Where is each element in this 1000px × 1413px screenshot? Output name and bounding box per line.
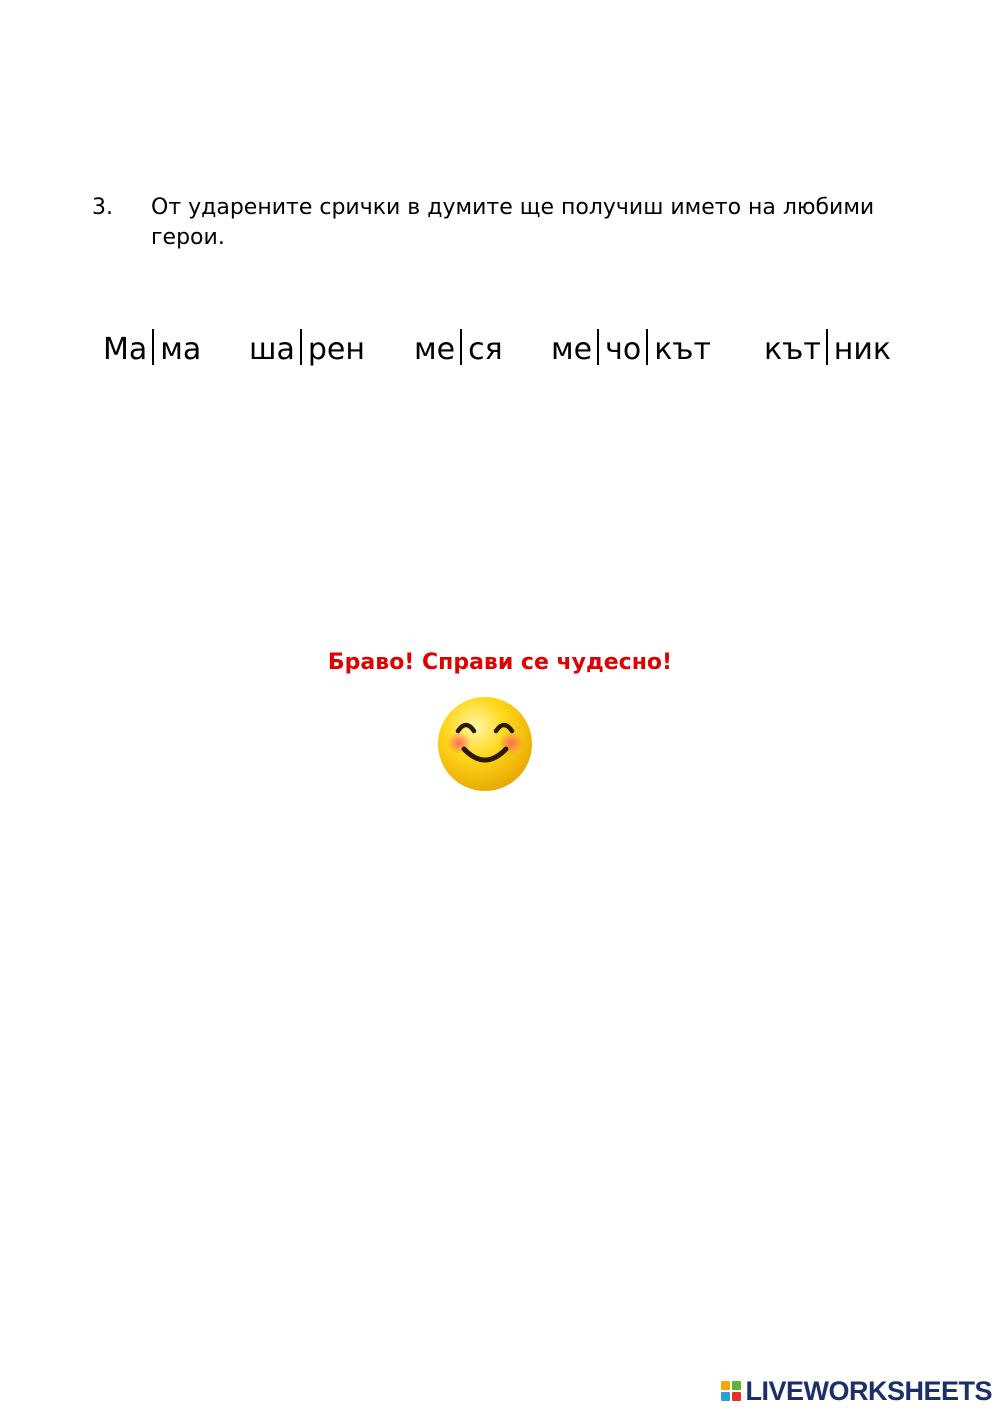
task-text: От ударените срички в думите ще получиш името на любими герои.: [151, 195, 875, 250]
liveworksheets-logo: [721, 1377, 992, 1405]
syllable-divider: [152, 329, 154, 365]
word-2: [249, 328, 365, 372]
syllable-divider: [646, 329, 648, 365]
logo-mark-icon: [721, 1381, 741, 1401]
syllable: ме: [551, 332, 593, 367]
syllable: ша: [249, 332, 295, 367]
syllable-divider: [300, 329, 302, 365]
smiling-face-icon: [437, 696, 533, 792]
task-instruction: [92, 193, 922, 253]
syllable-divider: [597, 329, 599, 365]
logo-text: LIVEWORKSHEETS: [745, 1375, 992, 1406]
word-5: [764, 328, 891, 372]
word-1: [103, 328, 201, 372]
syllable: кът: [764, 332, 821, 367]
syllable: Ма: [103, 332, 148, 367]
syllable: ся: [468, 332, 503, 367]
syllable: кът: [654, 332, 711, 367]
syllable: рен: [307, 332, 365, 367]
praise-message: Браво! Справи се чудесно!: [327, 650, 673, 675]
syllable-divider: [826, 329, 828, 365]
syllable: чо: [605, 332, 642, 367]
syllable-divider: [460, 329, 462, 365]
word-4: [551, 328, 711, 372]
task-number: 3.: [92, 195, 113, 220]
syllable: ник: [833, 332, 892, 367]
syllable: ма: [160, 332, 202, 367]
syllable: ме: [414, 332, 456, 367]
word-3: [414, 328, 503, 372]
